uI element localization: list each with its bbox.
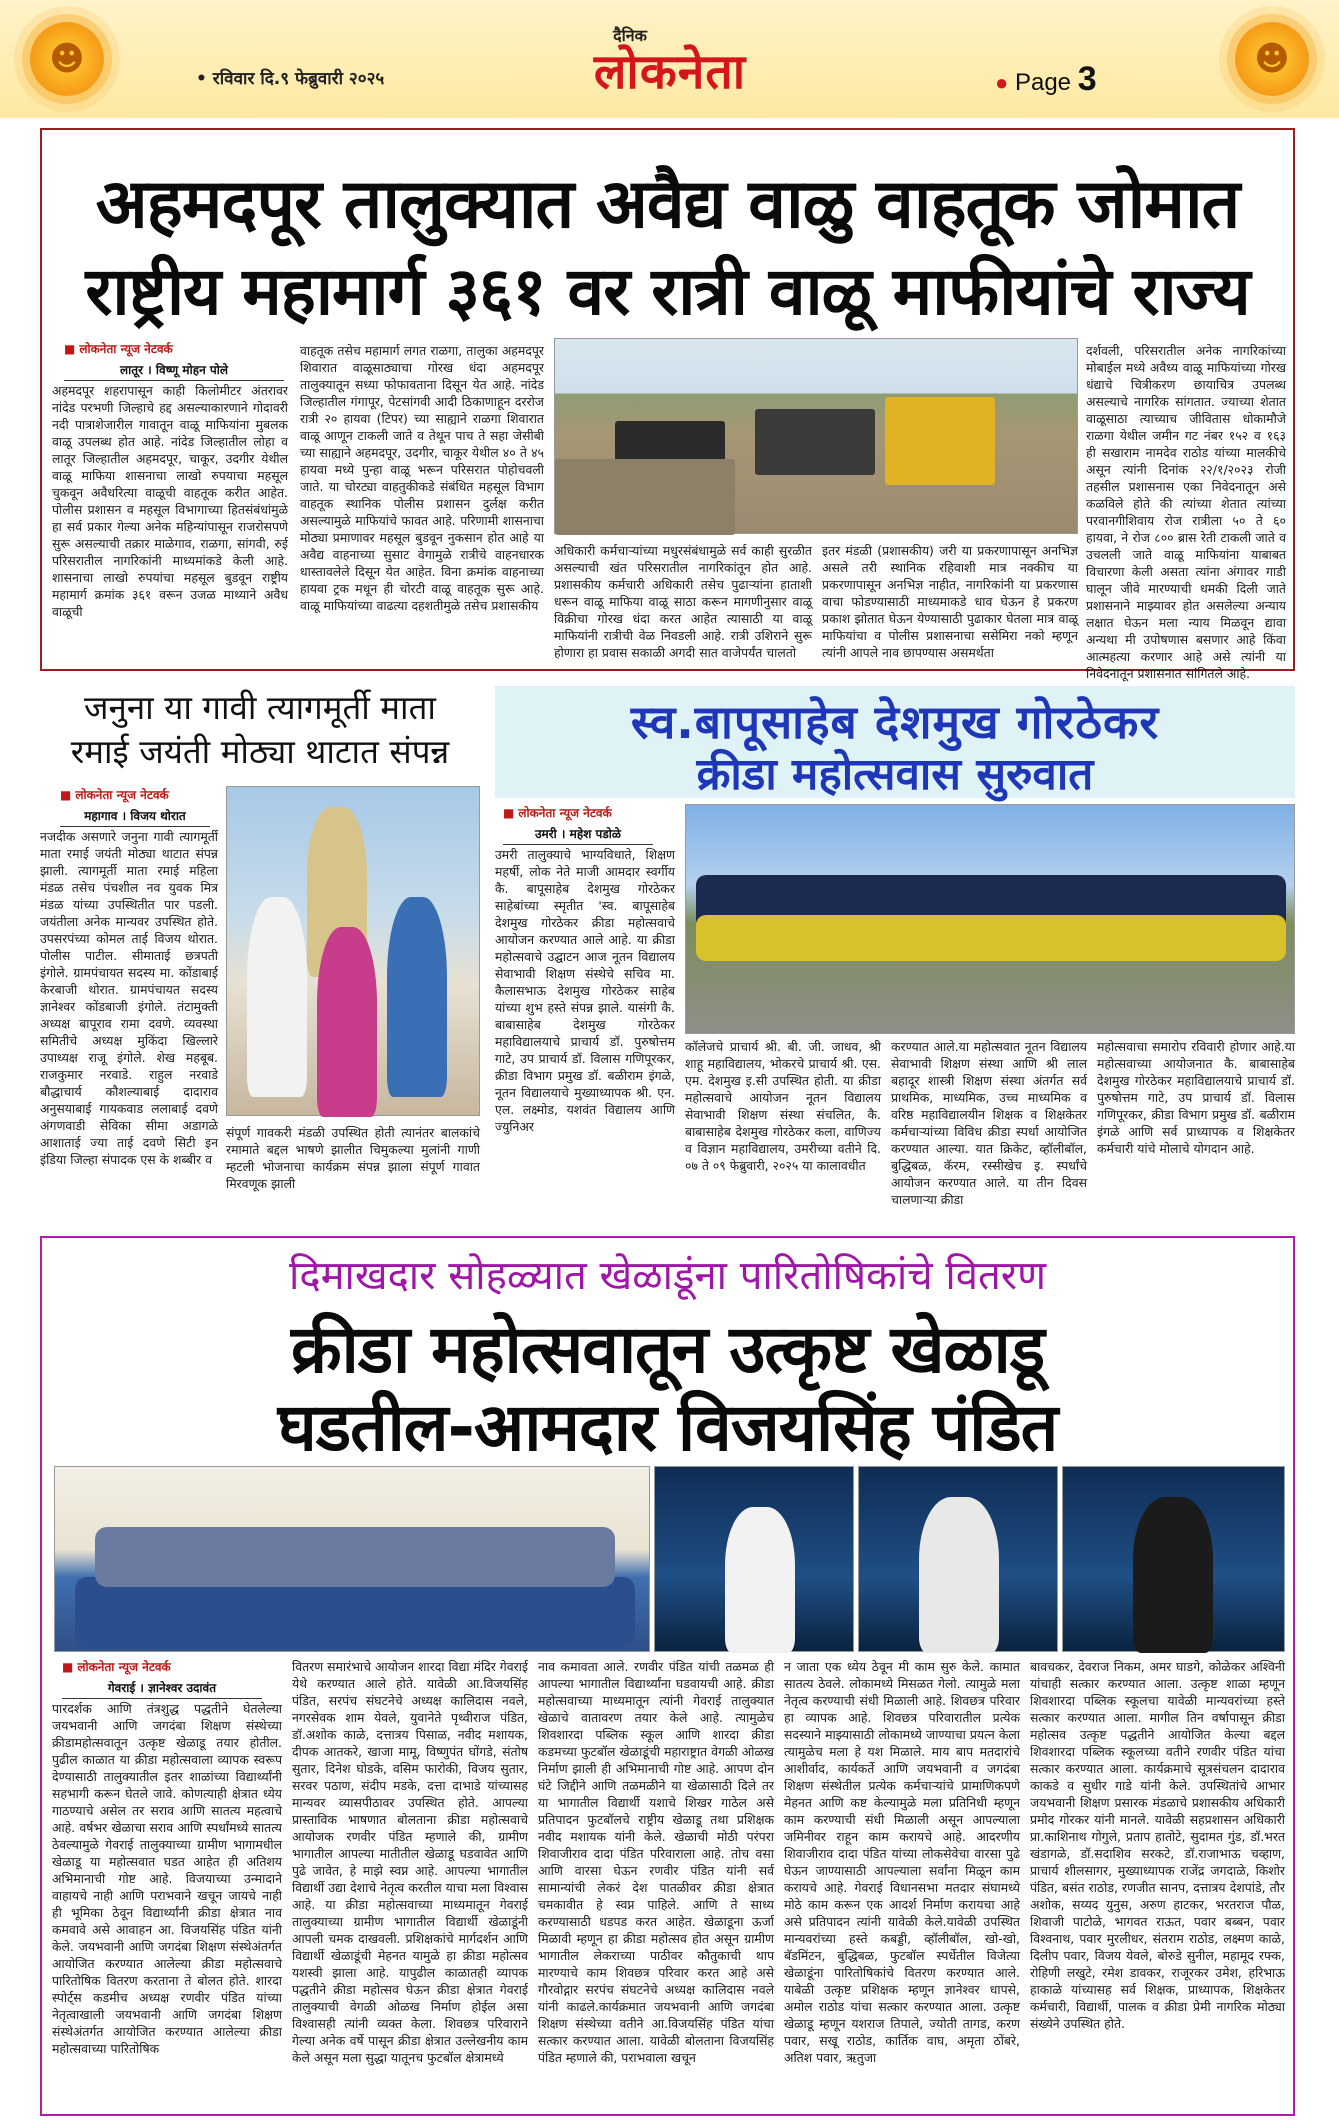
story2-headline-line1: जनुना या गावी त्यागमूर्ती माता: [84, 688, 436, 727]
team-group-photo: [685, 804, 1295, 1034]
byline-tag: ■ लोकनेता न्यूज नेटवर्क: [60, 786, 169, 803]
page-indicator: ● Page 3: [995, 60, 1097, 98]
story1-column-2: वाहतूक तसेच महामार्ग लगत राळगा, तालुका अहमदपूर शिवारात वाळूसाठ्याचा गोरख धंदा अहमदपूर तालुक्यातून सध्या फोफावताना दिसून येत आहे. नांदेड जिल्हातील गंगापूर, पेटसांगवी आदी ठिकाणाहून दररोज रात्री २० हायवा (टिपर) च्या साह्याने राळगा शिवारात वाळू आणून टाकली जाते व तेथून पाच ते सहा जेसीबी च्या साह्याने अहमदपूर, उदगीर, चाकूर येथील ४० ते ४५ हायवा मध्ये पुन्हा वाळू भरून परिसरात पोहोचवली जाते. या चोरट्या वाहतुकीकडे संबंधित महसूल विभाग वाहतूक स्थानिक पोलीस प्रशासन दुर्लक्ष करीत असल्यामुळे माफियांचे फावत आहे. परिणामी शासनाचा मोठ्या प्रमाणावर महसूल बुडवून नुकसान होत आहे या अवैद्य वाहनाच्या सुसाट वेगामुळे रात्रीचे वाहनधारक धास्तावलेले दिसून येत आहेत. विना क्रमांक वाहनाच्या हायवा ट्रक मधून ही चोरटी वाळू वाहतूक सुरू आहे. वाळू माफियांच्या वाढत्या दहशतीमुळे तसेच प्रशासकीय: [300, 343, 544, 613]
story1-column-5: दर्शवली, परिसरातील अनेक नागरिकांच्या मोबाईल मध्ये अवैध्य वाळू माफियांच्या गोरख धंद्याचे चित्रीकरण छायाचित्र उपलब्ध असल्याचे नागरिक सांगतात. ज्याच्या शेतात वाळूसाठा त्याच्याच जीवितास धोकामौजे राळगा येथील जमीन गट नंबर १५२ व १६३ ही सखाराम नामदेव राठोड यांच्या मालकीचे असून त्यांनी दिनांक २२/१/२०२३ रोजी तहसील प्रशासनास एका निवेदनातून असे कळविले होते की त्यांच्या शेतात त्यांच्या परवानगीशिवाय रोज रात्रीला ५० ते ६० हायवा, ने रोज ८०० ब्रास रेती टाकली जाते व उचलली जाते वाळू माफियांना याबाबत विचारणा केली असता त्यांना अंगावर गाडी घालून जीवे मारण्याची धमकी दिली जाते प्रशासनाने माझ्यावर होत असलेल्या अन्याय लक्षात घेऊन मला न्याय मिळवून द्यावा अन्यथा मी उपोषणास बसणार आहे किंवा आत्महत्या करणार आहे असे त्यांनी या निवेदनातून प्रशासनात सांगितले आहे.: [1086, 343, 1286, 681]
story4-column-1: पारदर्शक आणि तंत्रशुद्ध पद्धतीने घेतलेल्या जयभवानी आणि जगदंबा शिक्षण संस्थेच्या क्रीडामहोत्सवातून उत्कृष्ट खेळाडू तयार होतील. पुढील काळात या क्रीडा महोत्सवाला व्यापक स्वरूप देण्यासाठी तालुक्यातील इतर शाळांच्या विद्यार्थ्यांनी सहभागी करून घेतले जावे. कोणत्याही क्षेत्रात ध्येय गाठण्याचे असेल तर सराव आणि सातत्य महत्वाचे आहे. वर्षभर खेळाचा सराव आणि स्पर्धांमध्ये सातत्य ठेवल्यामुळे गेवराई तालुक्याच्या ग्रामीण भागामधील खेळाडू या महोत्सवात घडत आहेत ही अतिशय अभिमानाची गोष्ट आहे. विजयाच्या उन्मादाने वाहायचे नाही आणि पराभवाने खचून जायचे नाही ही भूमिका ठेवून विद्यार्थ्यांनी क्रीडा क्षेत्रात नाव कमवावे असे आवाहन आ. विजयसिंह पंडित यांनी केले. जयभवानी आणि जगदंबा शिक्षण संस्थेअंतर्गत आयोजित करण्यात आलेल्या क्रीडा महोत्सवाचे पारितोषिक वितरण करताना ते बोलत होते. शारदा स्पोर्ट्स कडमीच अध्यक्ष रणवीर पंडित यांच्या नेतृत्वाखाली जयभवानी आणि जगदंबा शिक्षण संस्थेअंतर्गत आयोजित करण्यात आलेल्या क्रीडा महोत्सवाच्या पारितोषिक: [52, 1701, 282, 2056]
story3-headline-band: [495, 686, 1295, 798]
page-number: 3: [1077, 60, 1097, 98]
speaker-photo-1: [654, 1466, 854, 1652]
story3-column-1: उमरी तालुक्याचे भाग्यविधाते, शिक्षण महर्षी, लोक नेते माजी आमदार स्वर्गीय कै. बापूसाहेब देशमुख गोरठेकर साहेबांच्या स्मृतीत 'स्व. बापूसाहेब देशमुख गोरठेकर क्रीडा महोत्सवाचे आयोजन करण्यात आले आहे. या क्रीडा महोत्सवाचे उद्घाटन आज नूतन विद्यालय सेवाभावी शिक्षण संस्थेचे सचिव मा. कैलासभाऊ देशमुख गोरठेकर साहेब यांच्या शुभ हस्ते संपन्न झाले. यासंगी कै. बाबासाहेब देशमुख गोरठेकर महाविद्यालयाचे प्राचार्य डॉ. पुरुषोत्तम गाटे, उप प्राचार्य डॉ. विलास गणिपूरकर, क्रीडा विभाग प्रमुख डॉ. बळीराम इंगळे, नूतन विद्यालयाचे मुख्याध्यापक श्री. एन. एल. लक्ष्मोड, यशवंत विद्यालय आणि ज्युनिअर: [495, 847, 675, 1134]
brand-prefix: दैनिक: [613, 26, 647, 45]
story4-byline: [62, 1658, 262, 1699]
story1-column-3: अधिकारी कर्मचाऱ्यांच्या मधुरसंबंधामुळे सर्व काही सुरळीत असल्याची खंत परिसरातील नागरिकांतून होत आहे. प्रशासकीय कर्मचारी अधिकारी तसेच पुढाऱ्यांना हाताशी धरून वाळू माफिया वाळू साठा करून मागणीनुसार वाळू विक्रीचा गोरख धंदा करत आहेत त्यासाठी या वाळू माफियांनी रात्रीची वेळ निवडली आहे. रात्री उशिराने सुरू होणारा हा प्रवास सकाळी अगदी सात वाजेपर्यंत चालतो: [554, 543, 812, 660]
sun-logo-left: ☻: [30, 22, 104, 96]
story4-column-3: नाव कमावता आले. रणवीर पंडित यांची तळमळ ही आपल्या भागातील विद्यार्थ्यांना घडवायची आहे. क्रीडा महोत्सवाच्या माध्यमातून त्यांनी गेवराई तालुक्यात खेळाचे वातावरण तयार केले आहे. त्यामुळेच शिवशारदा पब्लिक स्कूल आणि शारदा क्रीडा कडमच्या फुटबॉल खेळाडूंची महाराष्ट्रात वेगळी ओळख निर्माण झाली ही अभिमानाची गोष्ट आहे. आपण दोन घंटे जिद्दीने आणि तळमळीने या खेळासाठी दिले तर या भागातील विद्यार्थी यशाचे शिखर गाठेल असे प्रतिपादन फुटबॉलचे राष्ट्रीय खेळाडू तथा प्रशिक्षक नवीद मशायक यांनी केले. खेळाची मोठी परंपरा शिवाजीराव दादा पंडित परिवाराला आहे. तोच वसा आणि वारसा घेऊन रणवीर पंडित यांनी सर्व सामान्यांची लेकरं देश पातळीवर क्रीडा क्षेत्रात चमकावीत हे स्वप्न पाहिले. आणि ते साध्य करण्यासाठी धडपड करत आहेत. खेळाडूना ऊर्जा मिळावी म्हणून हा क्रीडा महोत्सव होत असून ग्रामीण भागातील लेकराच्या पाठीवर कौतुकाची थाप मारण्याचे काम शिवछत्र परिवार करत आहे असे गौरवोद्गार सरपंच संघटनेचे अध्यक्ष कालिदास नवले यांनी काढले.कार्यक्रमात जयभवानी आणि जगदंबा शिक्षण संस्थेच्या वतीने आ.विजयसिंह पंडित यांचा सत्कार करण्यात आला. यावेळी बोलताना विजयसिंह पंडित म्हणाले की, पराभवाला खचून: [538, 1659, 774, 2065]
byline-tag: ■ लोकनेता न्यूज नेटवर्क: [62, 1658, 171, 1675]
brand-name: लोकनेता: [593, 44, 747, 100]
byline-tag: ■ लोकनेता न्यूज नेटवर्क: [64, 340, 173, 357]
story2-column-1: नजदीक असणारे जनुना गावी त्यागमूर्ती माता रमाई जयंती मोठ्या थाटात संपन्न झाली. त्यागमूर्ती माता रमाई महिला मंडळ तसेच पंचशील नव युवक मित्र मंडळ यांच्या उपस्थितीत पार पडली. जयंतीला अनेक मान्यवर उपस्थित होते. उपसरपंच्या कोमल ताई विजय थोरात. पोलीस पाटील. सीमाताई छत्रपती इंगोले. ग्रामपंचायत सदस्य मा. कोंडाबाई केरबाजी थोरात. ग्रामपंचायत सदस्य ज्ञानेश्वर कोंडबाजी इंगोले. तंटामुक्ती अध्यक्ष बापूराव रामा दवणे. व्यवस्था समितीचे अध्यक्ष मुकिंदा खिल्लारे उपाध्यक्ष राजू इंगोले. शेख महबूब. राजकुमार नरवाडे. राहुल नरवाडे बौद्धाचार्य कौशल्याबाई दादाराव अनुसयाबाई गायकवाड ललाबाई दवणे अंगणवाडी सेविका सीमा अडागळे आशाताई ज्या ताई दवणे सिटी इन इंडिया जिल्हा संपादक एस के शब्बीर व: [40, 829, 218, 1167]
byline-place: उमरी । महेश पडोळे: [503, 825, 653, 845]
story3-column-3: करण्यात आले.या महोत्सवात नूतन विद्यालय सेवाभावी शिक्षण संस्था आणि श्री लाल बहादूर शास्त्री शिक्षण संस्था अंतर्गत सर्व प्राथमिक, माध्यमिक, उच्च माध्यमिक व वरिष्ठ महाविद्यालयीन शिक्षक व शिक्षकेतर कर्मचाऱ्यांच्या विविध क्रीडा स्पर्धा आयोजित करण्यात आल्या. यात क्रिकेट, व्हॉलीबॉल, बुद्धिबळ, कॅरम, रस्सीखेच इ. स्पर्धांचे आयोजन करण्यात आले. या तीन दिवस चालणाऱ्या क्रीडा: [891, 1039, 1087, 1207]
story-sand-mafia: [40, 128, 1295, 681]
story4-headline-line2: घडतील-आमदार विजयसिंह पंडित: [277, 1389, 1058, 1466]
newspaper-brand: [520, 24, 820, 98]
issue-date: • रविवार दि.९ फेब्रुवारी २०२५: [196, 69, 385, 89]
story1-byline: [64, 340, 284, 381]
speaker-photo-2: [858, 1466, 1058, 1652]
story4-column-2: वितरण समारंभाचे आयोजन शारदा विद्या मंदिर गेवराई येथे करण्यात आले होते. यावेळी आ.विजयसिंह पंडित, सरपंच संघटनेचे अध्यक्ष कालिदास नवले, नगरसेवक शाम येवले, युवानेते पृथ्वीराज पंडित, डॉ.अशोक काळे, दत्तात्रय पिसाळ, नवीद मशायक, दीपक आतकरे, खाजा मामू, विष्णुपंत घोंगडे, संतोष सुतार, दिनेश घोडके, वसिम फारोकी, विजय सुतार, सरवर पठाण, संदीप मडके, दत्ता दाभाडे यांच्यासह मान्यवर व्यासपीठावर उपस्थित होते. आपल्या प्रास्ताविक भाषणात बोलताना क्रीडा महोत्सवाचे आयोजक रणवीर पंडित म्हणाले की, ग्रामीण भागातील आपल्या मातीतील खेळाडू घडवावेत आणि पुढे जावेत, हे माझे स्वप्न आहे. आपल्या भागातील विद्यार्थी उद्या देशाचे नेतृत्व करतील याचा मला विश्वास आहे. या क्रीडा महोत्सवाच्या माध्यमातून गेवराई तालुक्याच्या ग्रामीण भागातील विद्यार्थी खेळाडूंनी आपली चमक दाखवली. प्रशिक्षकांचे मार्गदर्शन आणि विद्यार्थी खेळाडूंची मेहनत यामुळे हा क्रीडा महोत्सव यशस्वी झाला आहे. यापुढील काळातही व्यापक पद्धतीने क्रीडा महोत्सव घेऊन क्रीडा क्षेत्रात गेवराई तालुक्याची वेगळी ओळख निर्माण होईल असा विश्वासही त्यांनी व्यक्त केला. शिवछत्र परिवाराने गेल्या अनेक वर्षे पासून क्रीडा क्षेत्रात उल्लेखनीय काम केले असून मला सुद्धा यातूनच फुटबॉल क्षेत्रामध्ये: [292, 1659, 528, 2065]
story3-headline-line2: क्रीडा महोत्सवास सुरुवात: [696, 749, 1094, 800]
speaker-photo-3: [1062, 1466, 1285, 1652]
story2-headline: [40, 686, 480, 774]
byline-place: लातूर । विष्णू मोहन पोले: [64, 361, 284, 381]
sun-logo-right: ☻: [1235, 22, 1309, 96]
story4-headline-line1: क्रीडा महोत्सवातून उत्कृष्ट खेळाडू: [290, 1311, 1045, 1388]
story1-headline-line2: राष्ट्रीय महामार्ग ३६१ वर रात्री वाळू माफीयांचे राज्य: [85, 253, 1250, 330]
byline-tag: ■ लोकनेता न्यूज नेटवर्क: [503, 804, 612, 821]
byline-place: महागाव । विजय थोरात: [60, 807, 210, 827]
story1-headline-line1: अहमदपूर तालुक्यात अवैद्य वाळु वाहतूक जोमात: [95, 165, 1240, 244]
story1-column-4: इतर मंडळी (प्रशासकीय) जरी या प्रकरणापासून अनभिज्ञ असले तरी स्थानिक रहिवाशी मात्र नक्कीच या प्रकरणापासून अनभिज्ञ नाहीत, नागरिकांनी या प्रकरणास वाचा फोडण्यासाठी माध्यमाकडे धाव घेऊन हे प्रकरण प्रकाश झोतात घेऊन येण्यासाठी पुढाकार घेतला मात्र वाळू माफियांचा व पोलीस प्रशासनाचा ससेमिरा नको म्हणून त्यांनी आपले नाव छापण्यास असमर्थता: [822, 543, 1078, 660]
story2-headline-line2: रमाई जयंती मोठ्या थाटात संपन्न: [70, 732, 450, 771]
masthead: [0, 0, 1339, 118]
story3-column-4: महोत्सवाचा समारोप रविवारी होणार आहे.या महोत्सवाच्या आयोजनात कै. बाबासाहेब देशमुख गोरठेकर महाविद्यालयाचे प्राचार्य डॉ. पुरुषोत्तम गाटे, उप प्राचार्य डॉ. विलास गणिपूरकर, क्रीडा विभाग प्रमुख डॉ. बळीराम इंगळे आणि सर्व प्राध्यापक व शिक्षकेतर कर्मचारी यांचे मोलाचे योगदान आहे.: [1097, 1039, 1295, 1156]
story1-column-1: अहमदपूर शहरापासून काही किलोमीटर अंतरावर नांदेड परभणी जिल्हाचे हद्द असल्याकारणाने गोदावरी नदी पात्राशेजारील गावातून वाळू माफियांना मुबलक वाळू उपलब्ध होत आहे. नांदेड जिल्हातील लोहा व लातूर जिल्हातील अहमदपूर, चाकूर, उदगीर येथील वाळू माफिया शासनाचा लाखो रुपयाचा महसूल चुकवून अवैधरित्या वाळूची वाहतूक करीत आहेत. पोलीस प्रशासन व महसूल विभागाच्या हितसंबंधांमुळे हा सर्व प्रकार गेल्या अनेक महिन्यांपासून राजरोसपणे सुरू असल्याची तक्रार माळेगाव, राळगा, सांगवी, रुई परिसरातील नागरिकांनी माध्यमांकडे केली आहे. शासनाचा लाखो रुपयांचा महसूल बुडवून राष्ट्रीय महामार्ग क्रमांक ३६१ वरून उजळ माथ्याने अवैध वाळूची: [52, 383, 288, 619]
story3-column-2: कॉलेजचे प्राचार्य श्री. बी. जी. जाधव, श्री शाहू महाविद्यालय, भोकरचे प्राचार्य श्री. एस. एम. देशमुख इ.सी उपस्थित होती. या क्रीडा महोत्सवाचे आयोजन नूतन विद्यालय सेवाभावी शिक्षण संस्था संचलित, कै. बाबासाहेब देशमुख गोरठेकर कला, वाणिज्य व विज्ञान महाविद्यालय, उमरीच्या वतीने दि. ०७ ते ०९ फेब्रुवारी, २०२५ या कालावधीत: [685, 1039, 881, 1173]
story3-headline-line1: स्व.बापूसाहेब देशमुख गोरठेकर: [630, 695, 1160, 749]
story-sports-festival: [495, 686, 1295, 1226]
byline-place: गेवराई । ज्ञानेश्वर उदावंत: [62, 1679, 262, 1699]
story4-column-4: न जाता एक ध्येय ठेवून मी काम सुरु केले. कामात सातत्य ठेवले. लोकामध्ये मिसळत गेलो. त्यामुळे मला नेतृत्व करण्याची संधी मिळाली आहे. शिवछत्र परिवार हा व्यापक आहे. शिवछत्र परिवारातील प्रत्येक सदस्याने माझ्यासाठी लोकामध्ये जाण्याचा प्रयत्न केला त्यामुळेच मला हे यश मिळाले. माय बाप मतदारांचे आशीर्वाद, कार्यकर्ते आणि जयभवानी व जगदंबा शिक्षण संस्थेतील प्रत्येक कर्मचाऱ्यांचे प्रामाणिकपणे मेहनत आणि कष्ट केल्यामुळे मला प्रतिनिधी म्हणून काम करण्याची संधी मिळाली असून आपल्याला जमिनीवर राहून काम करायचे आहे. आदरणीय शिवाजीराव दादा पंडित यांच्या लोकसेवेचा वारसा पुढे घेऊन जाण्यासाठी आपल्याला सर्वांना मिळून काम करायचे आहे. गेवराई विधानसभा मतदार संघामध्ये मोठे काम करून एक आदर्श निर्माण करायचा आहे असे प्रतिपादन त्यांनी यावेळी केले.यावेळी उपस्थित मान्यवरांच्या हस्ते कबड्डी, व्हॉलीबॉल, खो-खो, बॅडमिंटन, बुद्धिबळ, फुटबॉल स्पर्धेतील विजेत्या खेळाडूंना पारितोषिकांचे वितरण करण्यात आले. याबेळी उत्कृष्ट प्रशिक्षक म्हणून ज्ञानेश्वर धापसे, अमोल राठोड यांचा सत्कार करण्यात आला. उत्कृष्ट खेळाडू म्हणून यशराज तिपाले, ज्योती तागड, करण पवार, सखू राठोड, कार्तिक वाघ, अमृता ठोंबरे, अतिश पवार, ऋतुजा: [784, 1659, 1020, 2065]
ramai-statue-photo: [226, 786, 480, 1116]
sand-truck-photo: [554, 338, 1078, 534]
story3-byline: [503, 804, 653, 845]
page-label: Page: [1014, 69, 1072, 96]
prize-stage-photo: [54, 1466, 650, 1652]
story2-photo-caption: संपूर्ण गावकरी मंडळी उपस्थित होती त्यानंतर बालकांचे रमामाते बद्दल भाषणे झालीत चिमुकल्या मुलांनी गाणी म्हटली भोजनाचा कार्यक्रम संपन्न झाला संपूर्ण गावात मिरवणूक झाली: [226, 1125, 480, 1191]
story-prize-distribution: [40, 1236, 1295, 2116]
story2-byline: [60, 786, 210, 827]
story4-subheadline: दिमाखदार सोहळ्यात खेळाडूंना पारितोषिकांचे वितरण: [288, 1253, 1047, 1299]
story4-column-5: बावचकर, देवराज निकम, अमर घाडगे, कोळेकर अश्विनी यांचाही सत्कार करण्यात आला. उत्कृष्ट शाळा म्हणून शिवशारदा पब्लिक स्कूलचा यावेळी मान्यवरांच्या हस्ते सत्कार करण्यात आला. मागील तिन वर्षापासून क्रीडा महोत्सव उत्कृष्ट पद्धतीने आयोजित केल्या बद्दल शिवशारदा पब्लिक स्कूलच्या वतीने रणवीर पंडित यांचा सत्कार करण्यात आला. कार्यक्रमाचे सूत्रसंचलन दादाराव काकडे व सुधीर गाडे यांनी केले. उपस्थितांचे आभार जयभवानी शिक्षण प्रसारक मंडळाचे प्रशासकीय अधिकारी प्रमोद गोरकर यांनी मानले. यावेळी सहप्रशासन अधिकारी प्रा.काशिनाथ गोगुले, प्रताप हातोटे, सुदामत गुंड, डॉ.भरत खंडागळे, डॉ.सदाशिव सरकटे, डॉ.राजाभाऊ चव्हाण, प्राचार्य शीलसागर, मुख्याध्यापक राजेंद्र जगदाळे, किशोर पंडित, बसंत राठोड, रणजीत सानप, दत्तात्रय देशपांडे, तौर अशोक, सय्यद युनुस, अरुण हाटकर, भरतराज पौळ, शिवाजी पाटोळे, भागवत राऊत, पवार बब्बन, पवार विश्वनाथ, पवार मुरलीधर, संतराम राठोड, लक्ष्मण काळे, दिलीप पवार, विजय येवले, बोरुडे सुनील, महामूद रफ्क, रोहिणी लखुटे, रमेश डावकर, राजूरकर उमेश, हरिभाऊ हाकाळे यांच्यासह सर्व शिक्षक, प्राध्यापक, शिक्षकेतर कर्मचारी, विद्यार्थी, पालक व क्रीडा प्रेमी नागरिक मोठ्या संख्येने उपस्थित होते.: [1030, 1659, 1285, 2031]
story-ramai-jayanti: [40, 686, 480, 1226]
